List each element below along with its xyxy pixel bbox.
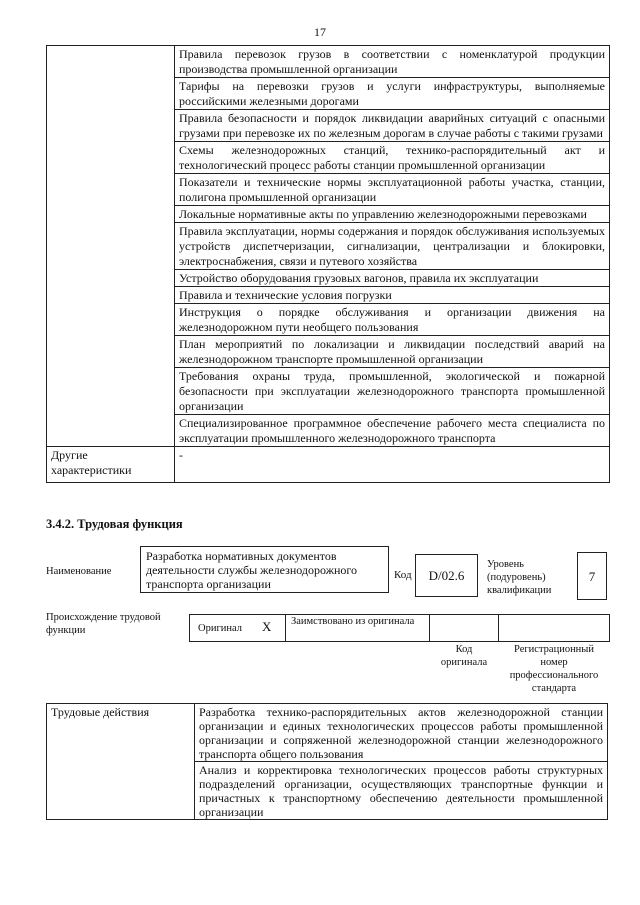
code-original-caption: Код оригинала [440,644,488,668]
borrowed-cell: Заимствовано из оригинала [285,614,430,642]
table-row: Правила безопасности и порядок ликвидации аварийных ситуаций с опасными грузами при перевозке их по железным дорогам в случае работы с такими грузами [175,110,610,142]
original-cell [189,614,286,642]
other-characteristics-value: - [175,447,610,483]
original-label: Оригинал [198,623,242,634]
table-row: Устройство оборудования грузовых вагонов, правила их эксплуатации [175,270,610,287]
original-code-cell [429,614,499,642]
table-row: Инструкция о порядке обслуживания и организации движения на железнодорожном пути необщего пользования [175,304,610,336]
empty-label-cell [47,46,175,447]
table-row: Правила эксплуатации, нормы содержания и порядок обслуживания используемых устройств диспетчеризации, сигнализации, централизации и блокировки, электроснабжения, связи и путевого хозяйства [175,223,610,270]
registration-number-cell [498,614,610,642]
registration-number-caption: Регистрационный номер профессионального стандарта [509,644,599,694]
function-name-box: Разработка нормативных документов деятельности службы железнодорожного транспорта организации [140,546,389,593]
original-mark: X [262,619,272,634]
table-row: Анализ и корректировка технологических процессов работы структурных подразделений организации, осуществляющих транспортные функции и причастных к транспортному обеспечению деятельности промышленной организации [195,762,608,820]
function-code-box: D/02.6 [415,554,478,597]
page-number: 17 [314,25,326,39]
table-row: Правила и технические условия погрузки [175,287,610,304]
other-characteristics-label: Другие характеристики [47,447,175,483]
table-row: План мероприятий по локализации и ликвидации последствий аварий на железнодорожном транспорте промышленной организации [175,336,610,368]
table-row: Показатели и технические нормы эксплуатационной работы участка, станции, полигона промышленной организации [175,174,610,206]
section-title: 3.4.2. Трудовая функция [46,517,183,531]
level-box: 7 [577,552,607,600]
table-row: Требования охраны труда, промышленной, экологической и пожарной безопасности при эксплуатации железнодорожного транспорта промышленной организации [175,368,610,415]
level-label: Уровень (подуровень) квалификации [487,559,552,596]
table-row: Локальные нормативные акты по управлению железнодорожными перевозками [175,206,610,223]
table-row: Схемы железнодорожных станций, технико-распорядительный акт и технологический процесс работы станции промышленной организации [175,142,610,174]
code-label: Код [394,569,412,581]
table-row: Разработка технико-распорядительных актов железнодорожной станции организации и единых технологических процессов работы промышленной организации и сопряженной железнодорожной станции железнодорожного транспорта общего пользования [195,704,608,762]
table-row: Правила перевозок грузов в соответствии с номенклатурой продукции производства промышленной организации [175,46,610,78]
name-label: Наименование [46,566,112,577]
table-row: Специализированное программное обеспечение рабочего места специалиста по эксплуатации промышленного железнодорожного транспорта [175,415,610,447]
knowledge-table [46,45,610,483]
labor-actions-label: Трудовые действия [47,704,195,820]
table-row: Тарифы на перевозки грузов и услуги инфраструктуры, выполняемые российскими железными дорогами [175,78,610,110]
labor-actions-table [46,703,608,820]
origin-label: Происхождение трудовой функции [46,612,161,636]
